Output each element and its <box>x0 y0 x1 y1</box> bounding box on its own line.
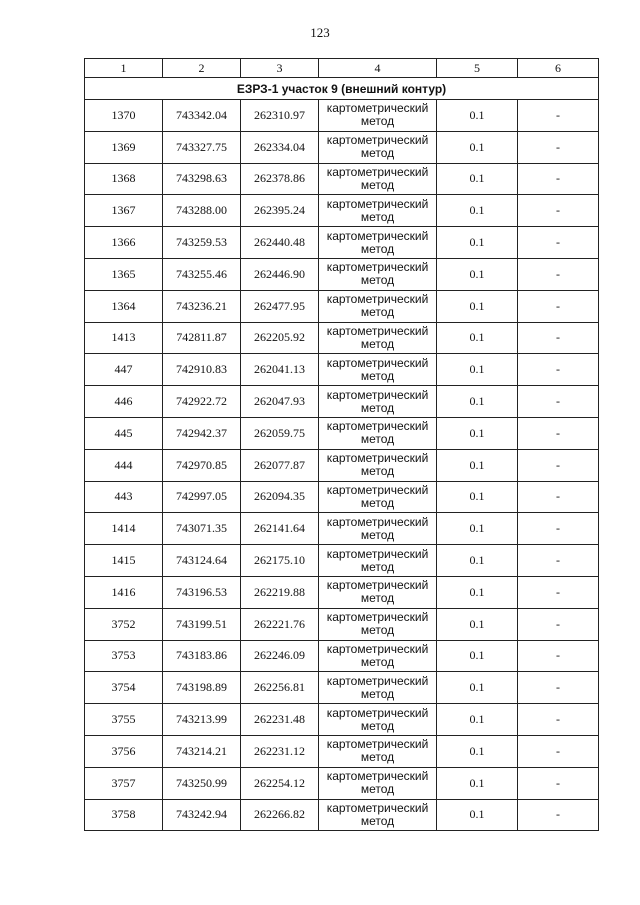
method-cell: картометрический метод <box>319 195 437 227</box>
method-cell: картометрический метод <box>319 640 437 672</box>
y-coordinate-cell: 262047.93 <box>241 386 319 418</box>
note-cell: - <box>518 227 599 259</box>
page-number: 123 <box>310 25 330 40</box>
table-row <box>85 608 599 640</box>
point-number-cell: 1366 <box>85 227 163 259</box>
accuracy-cell: 0.1 <box>437 735 518 767</box>
note-cell: - <box>518 608 599 640</box>
point-number-cell: 1367 <box>85 195 163 227</box>
accuracy-cell: 0.1 <box>437 131 518 163</box>
note-cell: - <box>518 258 599 290</box>
accuracy-cell: 0.1 <box>437 163 518 195</box>
point-number-cell: 1413 <box>85 322 163 354</box>
note-cell: - <box>518 417 599 449</box>
point-number-cell: 1370 <box>85 100 163 132</box>
table-row <box>85 195 599 227</box>
x-coordinate-cell: 743288.00 <box>163 195 241 227</box>
y-coordinate-cell: 262310.97 <box>241 100 319 132</box>
note-cell: - <box>518 481 599 513</box>
table-row <box>85 163 599 195</box>
point-number-cell: 446 <box>85 386 163 418</box>
accuracy-cell: 0.1 <box>437 386 518 418</box>
accuracy-cell: 0.1 <box>437 672 518 704</box>
point-number-cell: 1416 <box>85 576 163 608</box>
method-cell: картометрический метод <box>319 354 437 386</box>
y-coordinate-cell: 262231.12 <box>241 735 319 767</box>
accuracy-cell: 0.1 <box>437 608 518 640</box>
method-cell: картометрический метод <box>319 545 437 577</box>
accuracy-cell: 0.1 <box>437 799 518 831</box>
x-coordinate-cell: 743199.51 <box>163 608 241 640</box>
method-cell: картометрический метод <box>319 608 437 640</box>
y-coordinate-cell: 262205.92 <box>241 322 319 354</box>
table-row <box>85 576 599 608</box>
method-cell: картометрический метод <box>319 576 437 608</box>
method-cell: картометрический метод <box>319 513 437 545</box>
accuracy-cell: 0.1 <box>437 449 518 481</box>
y-coordinate-cell: 262256.81 <box>241 672 319 704</box>
method-cell: картометрический метод <box>319 481 437 513</box>
x-coordinate-cell: 743342.04 <box>163 100 241 132</box>
accuracy-cell: 0.1 <box>437 195 518 227</box>
method-cell: картометрический метод <box>319 672 437 704</box>
x-coordinate-cell: 743071.35 <box>163 513 241 545</box>
x-coordinate-cell: 743250.99 <box>163 767 241 799</box>
note-cell: - <box>518 640 599 672</box>
x-coordinate-cell: 743213.99 <box>163 704 241 736</box>
accuracy-cell: 0.1 <box>437 576 518 608</box>
table-row <box>85 290 599 322</box>
table-row <box>85 799 599 831</box>
accuracy-cell: 0.1 <box>437 640 518 672</box>
y-coordinate-cell: 262041.13 <box>241 354 319 386</box>
method-cell: картометрический метод <box>319 767 437 799</box>
accuracy-cell: 0.1 <box>437 417 518 449</box>
x-coordinate-cell: 743255.46 <box>163 258 241 290</box>
note-cell: - <box>518 386 599 418</box>
y-coordinate-cell: 262246.09 <box>241 640 319 672</box>
y-coordinate-cell: 262094.35 <box>241 481 319 513</box>
method-cell: картометрический метод <box>319 290 437 322</box>
accuracy-cell: 0.1 <box>437 258 518 290</box>
y-coordinate-cell: 262059.75 <box>241 417 319 449</box>
x-coordinate-cell: 743242.94 <box>163 799 241 831</box>
point-number-cell: 1369 <box>85 131 163 163</box>
table-row <box>85 704 599 736</box>
note-cell: - <box>518 799 599 831</box>
table-row <box>85 131 599 163</box>
column-header: 6 <box>518 59 599 78</box>
note-cell: - <box>518 767 599 799</box>
x-coordinate-cell: 743196.53 <box>163 576 241 608</box>
accuracy-cell: 0.1 <box>437 767 518 799</box>
x-coordinate-cell: 743259.53 <box>163 227 241 259</box>
section-title: ЕЗРЗ-1 участок 9 (внешний контур) <box>85 78 599 100</box>
note-cell: - <box>518 290 599 322</box>
accuracy-cell: 0.1 <box>437 704 518 736</box>
table-row <box>85 767 599 799</box>
x-coordinate-cell: 742942.37 <box>163 417 241 449</box>
x-coordinate-cell: 743327.75 <box>163 131 241 163</box>
note-cell: - <box>518 545 599 577</box>
note-cell: - <box>518 100 599 132</box>
point-number-cell: 1368 <box>85 163 163 195</box>
column-header: 3 <box>241 59 319 78</box>
method-cell: картометрический метод <box>319 322 437 354</box>
y-coordinate-cell: 262395.24 <box>241 195 319 227</box>
table-row <box>85 545 599 577</box>
note-cell: - <box>518 704 599 736</box>
accuracy-cell: 0.1 <box>437 481 518 513</box>
y-coordinate-cell: 262378.86 <box>241 163 319 195</box>
method-cell: картометрический метод <box>319 449 437 481</box>
column-header: 5 <box>437 59 518 78</box>
note-cell: - <box>518 322 599 354</box>
note-cell: - <box>518 195 599 227</box>
y-coordinate-cell: 262477.95 <box>241 290 319 322</box>
method-cell: картометрический метод <box>319 131 437 163</box>
point-number-cell: 3757 <box>85 767 163 799</box>
table-row <box>85 100 599 132</box>
point-number-cell: 444 <box>85 449 163 481</box>
x-coordinate-cell: 743198.89 <box>163 672 241 704</box>
note-cell: - <box>518 131 599 163</box>
note-cell: - <box>518 576 599 608</box>
y-coordinate-cell: 262219.88 <box>241 576 319 608</box>
point-number-cell: 3755 <box>85 704 163 736</box>
note-cell: - <box>518 354 599 386</box>
y-coordinate-cell: 262175.10 <box>241 545 319 577</box>
method-cell: картометрический метод <box>319 386 437 418</box>
y-coordinate-cell: 262334.04 <box>241 131 319 163</box>
table-row <box>85 640 599 672</box>
table-row <box>85 481 599 513</box>
point-number-cell: 447 <box>85 354 163 386</box>
accuracy-cell: 0.1 <box>437 100 518 132</box>
point-number-cell: 1415 <box>85 545 163 577</box>
y-coordinate-cell: 262446.90 <box>241 258 319 290</box>
x-coordinate-cell: 742811.87 <box>163 322 241 354</box>
accuracy-cell: 0.1 <box>437 322 518 354</box>
method-cell: картометрический метод <box>319 704 437 736</box>
point-number-cell: 3753 <box>85 640 163 672</box>
table-row <box>85 735 599 767</box>
point-number-cell: 3756 <box>85 735 163 767</box>
point-number-cell: 1364 <box>85 290 163 322</box>
x-coordinate-cell: 742922.72 <box>163 386 241 418</box>
point-number-cell: 1365 <box>85 258 163 290</box>
note-cell: - <box>518 513 599 545</box>
column-header: 1 <box>85 59 163 78</box>
accuracy-cell: 0.1 <box>437 290 518 322</box>
method-cell: картометрический метод <box>319 258 437 290</box>
accuracy-cell: 0.1 <box>437 545 518 577</box>
table-row <box>85 513 599 545</box>
table-row <box>85 417 599 449</box>
point-number-cell: 3758 <box>85 799 163 831</box>
point-number-cell: 3752 <box>85 608 163 640</box>
table-body <box>85 78 599 831</box>
x-coordinate-cell: 743298.63 <box>163 163 241 195</box>
x-coordinate-cell: 742997.05 <box>163 481 241 513</box>
method-cell: картометрический метод <box>319 163 437 195</box>
column-header: 4 <box>319 59 437 78</box>
y-coordinate-cell: 262077.87 <box>241 449 319 481</box>
x-coordinate-cell: 743236.21 <box>163 290 241 322</box>
accuracy-cell: 0.1 <box>437 354 518 386</box>
accuracy-cell: 0.1 <box>437 513 518 545</box>
column-number-row <box>85 59 599 78</box>
x-coordinate-cell: 743124.64 <box>163 545 241 577</box>
note-cell: - <box>518 735 599 767</box>
x-coordinate-cell: 743183.86 <box>163 640 241 672</box>
method-cell: картометрический метод <box>319 735 437 767</box>
table-row <box>85 672 599 704</box>
y-coordinate-cell: 262266.82 <box>241 799 319 831</box>
table-row <box>85 258 599 290</box>
x-coordinate-cell: 742970.85 <box>163 449 241 481</box>
coordinates-table <box>84 58 599 831</box>
method-cell: картометрический метод <box>319 417 437 449</box>
point-number-cell: 3754 <box>85 672 163 704</box>
table-row <box>85 449 599 481</box>
method-cell: картометрический метод <box>319 100 437 132</box>
point-number-cell: 445 <box>85 417 163 449</box>
table-row <box>85 322 599 354</box>
note-cell: - <box>518 449 599 481</box>
table-row <box>85 227 599 259</box>
y-coordinate-cell: 262231.48 <box>241 704 319 736</box>
point-number-cell: 1414 <box>85 513 163 545</box>
table-row <box>85 354 599 386</box>
column-header: 2 <box>163 59 241 78</box>
note-cell: - <box>518 672 599 704</box>
x-coordinate-cell: 743214.21 <box>163 735 241 767</box>
y-coordinate-cell: 262141.64 <box>241 513 319 545</box>
section-row <box>85 78 599 100</box>
note-cell: - <box>518 163 599 195</box>
method-cell: картометрический метод <box>319 799 437 831</box>
point-number-cell: 443 <box>85 481 163 513</box>
y-coordinate-cell: 262440.48 <box>241 227 319 259</box>
accuracy-cell: 0.1 <box>437 227 518 259</box>
y-coordinate-cell: 262221.76 <box>241 608 319 640</box>
method-cell: картометрический метод <box>319 227 437 259</box>
table-row <box>85 386 599 418</box>
x-coordinate-cell: 742910.83 <box>163 354 241 386</box>
y-coordinate-cell: 262254.12 <box>241 767 319 799</box>
